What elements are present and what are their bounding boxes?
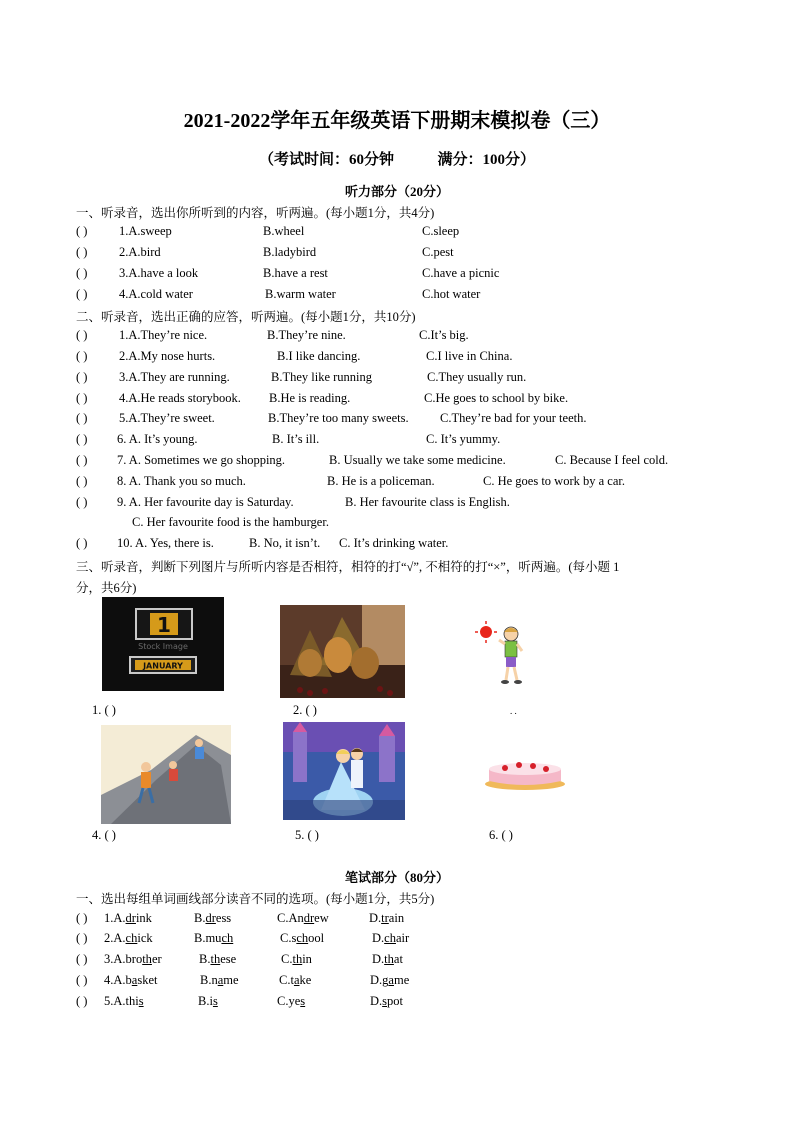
picture-3-answer[interactable]: . . [510, 706, 517, 716]
listening-part3-instruction-cont: 分，共6分) [76, 581, 137, 595]
answer-blank[interactable]: ( ) [76, 328, 88, 342]
option-c: C.sleep [422, 224, 460, 238]
answer-blank[interactable]: ( ) [76, 931, 88, 945]
listening-part2-instruction: 二、听录音，选出正确的应答，听两遍。(每小题1分，共10分) [76, 310, 416, 324]
list-item-continuation [76, 515, 756, 533]
list-item [76, 411, 756, 429]
answer-blank[interactable]: ( ) [76, 349, 88, 363]
option-c: C. It’s drinking water. [339, 536, 449, 550]
option-a: 3.A.They are running. [119, 370, 230, 384]
option-b: B.He is reading. [269, 391, 351, 405]
option-a: 4.A.cold water [119, 287, 193, 301]
answer-blank[interactable]: ( ) [76, 911, 88, 925]
option-a: 7. A. Sometimes we go shopping. [117, 453, 286, 467]
option-c: C.They usually run. [427, 370, 527, 384]
option-b: B.I like dancing. [277, 349, 361, 363]
option-b: B. It’s ill. [272, 432, 320, 446]
option-a: 6. A. It’s young. [117, 432, 198, 446]
cake-image [483, 757, 567, 791]
option-a: 3.A.brother [104, 952, 162, 966]
option-c: C.thin [281, 952, 312, 966]
listening-part3-instruction: 三、听录音，判断下列图片与所听内容是否相符，相符的打“√”, 不相符的打“×”，听两遍。(每小题 1 [76, 560, 620, 574]
option-b: B.name [200, 973, 239, 987]
option-a: 5.A.They’re sweet. [119, 411, 215, 425]
option-a: 4.A.basket [104, 973, 158, 987]
listening-part1-instruction: 一、听录音，选出你所听到的内容，听两遍。(每小题1分，共4分) [76, 206, 435, 220]
calendar-month: JANUARY [143, 661, 183, 671]
option-c: C.have a picnic [422, 266, 500, 280]
answer-blank[interactable]: ( ) [76, 245, 88, 259]
option-a: 2.A.bird [119, 245, 161, 259]
answer-blank[interactable]: ( ) [76, 994, 88, 1008]
option-d: D.spot [370, 994, 404, 1008]
answer-blank[interactable]: ( ) [76, 536, 88, 550]
answer-blank[interactable]: ( ) [76, 411, 88, 425]
answer-blank[interactable]: ( ) [76, 266, 88, 280]
option-c: C. Because I feel cold. [555, 453, 669, 467]
option-c: C.It’s big. [419, 328, 469, 342]
option-b: B.They’re too many sweets. [268, 411, 409, 425]
option-c: C. Her favourite food is the hamburger. [132, 515, 329, 529]
answer-blank[interactable]: ( ) [76, 391, 88, 405]
answer-blank[interactable]: ( ) [76, 973, 88, 987]
exam-time: （考试时间：60分钟 [258, 152, 394, 168]
list-item [76, 994, 756, 1012]
option-b: B.these [199, 952, 237, 966]
option-c: C.Andrew [277, 911, 329, 925]
option-a: 4.A.He reads storybook. [119, 391, 241, 405]
exam-info [0, 148, 794, 169]
list-item [76, 536, 756, 554]
option-b: B.much [194, 931, 234, 945]
answer-blank[interactable]: ( ) [76, 474, 88, 488]
answer-blank[interactable]: ( ) [76, 952, 88, 966]
option-c: C. He goes to work by a car. [483, 474, 625, 488]
option-d: D.train [369, 911, 405, 925]
list-item [76, 328, 756, 346]
list-item [76, 453, 756, 471]
option-b: B.dress [194, 911, 232, 925]
listening-heading: 听力部分（20分） [344, 184, 449, 199]
option-c: C.take [279, 973, 312, 987]
picture-5-answer[interactable]: 5. ( ) [295, 828, 319, 842]
option-d: D.that [372, 952, 403, 966]
answer-blank[interactable]: ( ) [76, 224, 88, 238]
option-c: C.I live in China. [426, 349, 513, 363]
option-c: C. It’s yummy. [426, 432, 501, 446]
list-item [76, 911, 756, 929]
climbing-image [101, 725, 231, 824]
option-c: C.He goes to school by bike. [424, 391, 569, 405]
list-item [76, 224, 756, 242]
option-c: C.yes [277, 994, 306, 1008]
cinderella-image [283, 722, 405, 820]
option-d: D.chair [372, 931, 410, 945]
option-d: D.game [370, 973, 410, 987]
option-c: C.pest [422, 245, 454, 259]
option-b: B. Her favourite class is English. [345, 495, 510, 509]
list-item [76, 370, 756, 388]
answer-blank[interactable]: ( ) [76, 432, 88, 446]
list-item [76, 391, 756, 409]
option-b: B.warm water [265, 287, 336, 301]
option-a: 3.A.have a look [119, 266, 199, 280]
answer-blank[interactable]: ( ) [76, 453, 88, 467]
option-b: B.ladybird [263, 245, 317, 259]
list-item [76, 287, 756, 305]
option-b: B. No, it isn’t. [249, 536, 321, 550]
option-c: C.They’re bad for your teeth. [440, 411, 587, 425]
option-a: 1.A.They’re nice. [119, 328, 208, 342]
answer-blank[interactable]: ( ) [76, 287, 88, 301]
option-a: 2.A.My nose hurts. [119, 349, 216, 363]
list-item [76, 349, 756, 367]
exam-total-score: 满分：100分） [437, 152, 536, 168]
option-b: B.have a rest [263, 266, 328, 280]
calendar-number: 1 [157, 613, 171, 637]
page-title: 2021-2022学年五年级英语下册期末模拟卷（三） [183, 110, 611, 132]
option-a: 1.A.drink [104, 911, 152, 925]
option-b: B. He is a policeman. [327, 474, 435, 488]
picture-2-answer[interactable]: 2. ( ) [293, 703, 317, 717]
option-b: B.They like running [271, 370, 373, 384]
list-item [76, 474, 756, 492]
option-a: 8. A. Thank you so much. [117, 474, 246, 488]
calendar-image [102, 597, 224, 691]
picture-6-answer[interactable]: 6. ( ) [489, 828, 513, 842]
option-b: B.is [198, 994, 218, 1008]
option-a: 1.A.sweep [119, 224, 172, 238]
list-item [76, 266, 756, 284]
option-c: C.hot water [422, 287, 481, 301]
zongzi-image [280, 605, 405, 698]
picture-1-answer[interactable]: 1. ( ) [92, 703, 116, 717]
option-a: 5.A.this [104, 994, 144, 1008]
option-b: B.wheel [263, 224, 305, 238]
option-b: B. Usually we take some medicine. [329, 453, 506, 467]
option-c: C.school [280, 931, 325, 945]
option-a: 9. A. Her favourite day is Saturday. [117, 495, 294, 509]
list-item [76, 952, 756, 970]
list-item [76, 495, 756, 513]
list-item [76, 245, 756, 263]
answer-blank[interactable]: ( ) [76, 370, 88, 384]
option-b: B.They’re nine. [267, 328, 346, 342]
option-a: 2.A.chick [104, 931, 153, 945]
writing-heading: 笔试部分（80分） [344, 870, 449, 885]
picture-4-answer[interactable]: 4. ( ) [92, 828, 116, 842]
hot-boy-image [474, 620, 534, 688]
answer-blank[interactable]: ( ) [76, 495, 88, 509]
list-item [76, 432, 756, 450]
writing-part1-instruction: 一、选出每组单词画线部分读音不同的选项。(每小题1分，共5分) [76, 892, 435, 906]
list-item [76, 973, 756, 991]
stock-watermark: Stock Image [138, 642, 188, 651]
option-a: 10. A. Yes, there is. [117, 536, 214, 550]
list-item [76, 931, 756, 949]
